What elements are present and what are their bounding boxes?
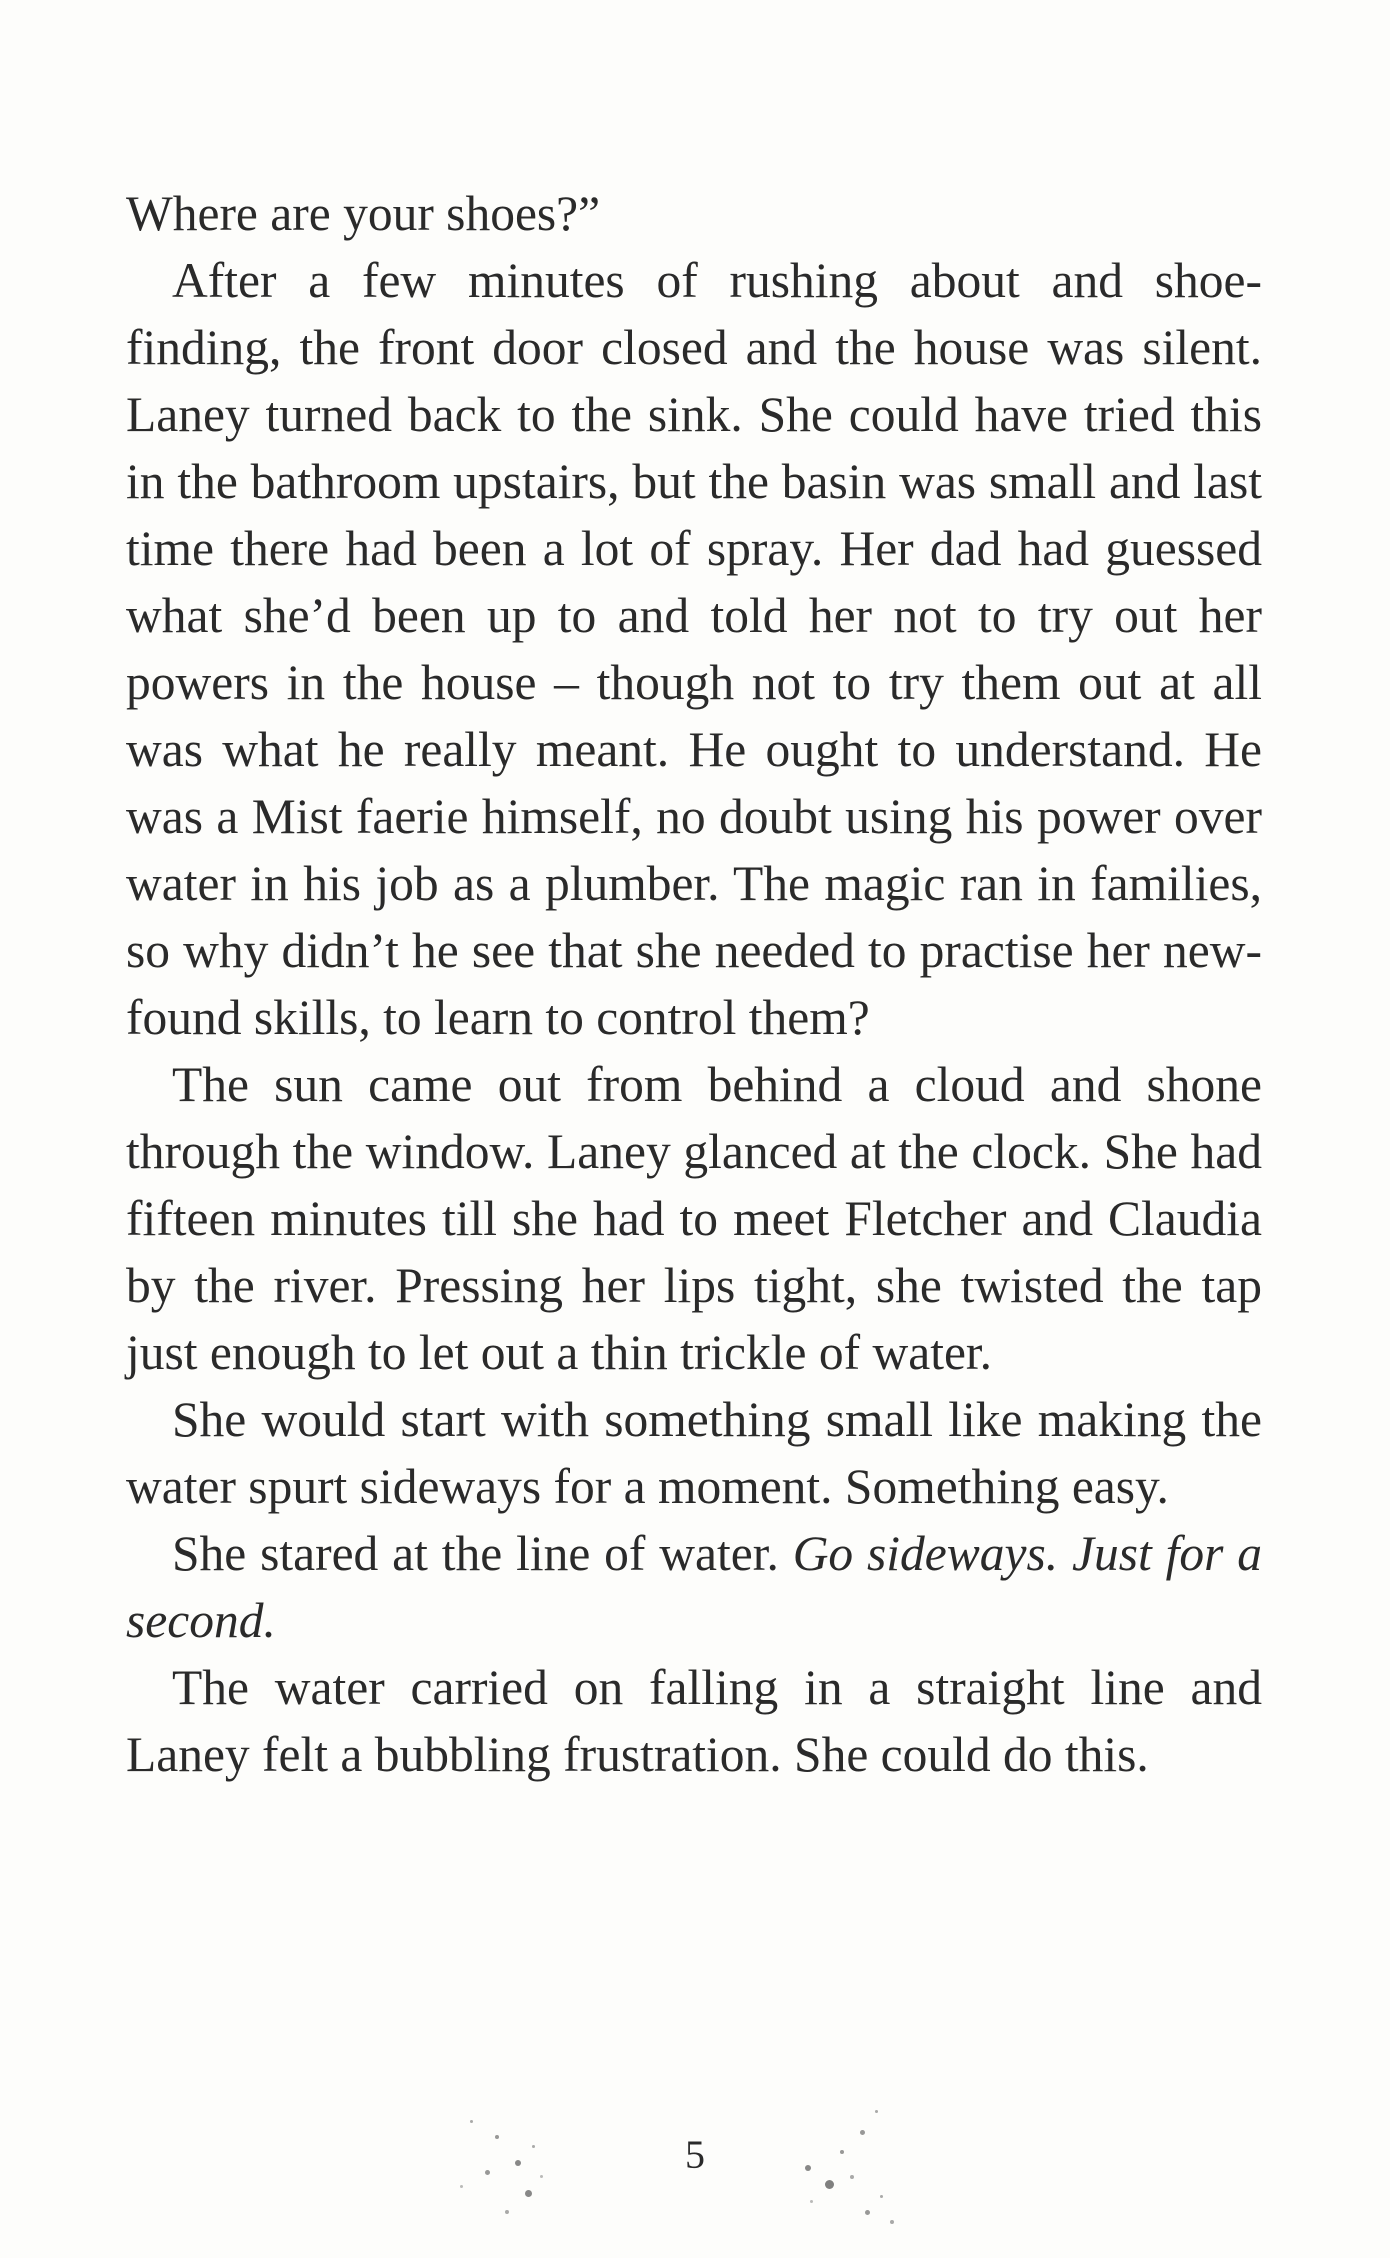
paragraph-3: The sun came out from behind a cloud and shone through the window. Laney glanced at the clock. She had fifteen minutes till she had to meet Fletcher and Claudia by the river. Pressing her lips tight, she twisted the tap just enough to let out a thin trickle of water. <box>126 1057 1262 1380</box>
speckle-decoration-right <box>780 2100 930 2250</box>
paragraph-4: She would start with something small like making the water spurt sideways for a moment. Something easy. <box>126 1392 1262 1514</box>
paragraph-5-text: She stared at the line of water. <box>172 1526 779 1581</box>
page-number: 5 <box>685 2132 705 2177</box>
page-body <box>126 180 1262 1788</box>
paragraph-5-thought: Go sideways. Just for a second. <box>126 1526 1262 1648</box>
paragraph-1: Where are your shoes?” <box>126 186 601 241</box>
paragraph-2: After a few minutes of rushing about and shoe-finding, the front door closed and the house was silent. Laney turned back to the sink. She could have tried this in the bathroom upstairs, but the basin was small and last time there had been a lot of spray. Her dad had guessed what she’d been up to and told her not to try out her powers in the house – though not to try them out at all was what he really meant. He ought to understand. He was a Mist faerie himself, no doubt using his power over water in his job as a plumber. The magic ran in families, so why didn’t he see that she needed to practise her new-found skills, to learn to control them? <box>126 253 1262 1045</box>
paragraph-5 <box>126 1520 1262 1654</box>
paragraph-6: The water carried on falling in a straight line and Laney felt a bubbling frustration. She could do this. <box>126 1660 1262 1782</box>
